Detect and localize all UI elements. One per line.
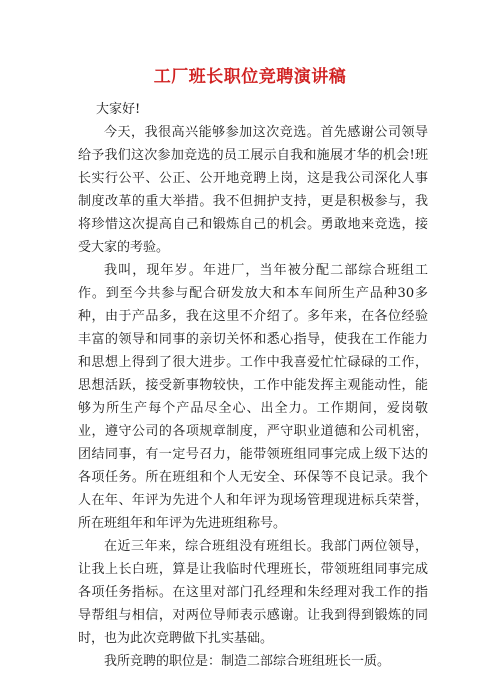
document-body — [78, 98, 428, 673]
document-title: 工厂班长职位竞聘演讲稿 — [153, 67, 347, 87]
greeting: 大家好! — [96, 102, 141, 117]
paragraph-4: 我所竞聘的职位是：制造二部综合班组班长一质。 — [104, 654, 391, 669]
paragraph-2: 我叫，现年岁。年进厂，当年被分配二部综合班组工作。到至今共参与配合研发放大和本车间所生产品种30多种，由于产品多，我在这里不介绍了。多年来，在各位经验丰富的领导和同事的亲切关怀和悉心指导，使我在工作能力和思想上得到了很大进步。工作中我喜爱忙忙碌碌的工作，思想活跃，接受新事物较快，工作中能发挥主观能动性，能够为所生产每个产品尽全心、出全力。工作期间，爱岗敬业，遵守公司的各项规章制度，严守职业道德和公司机密，团结同事，有一定号召力，能带领班组同事完成上级下达的各项任务。所在班组和个人无安全、环保等不良记录。我个人在年、年评为先进个人和年评为现场管理现进标兵荣誉，所在班组年和年评为先进班组称号。 — [78, 263, 428, 531]
paragraph-1: 今天，我很高兴能够参加这次竞选。首先感谢公司领导给予我们这次参加竞选的员工展示自我和施展才华的机会!班长实行公平、公正、公开地竞聘上岗，这是我公司深化人事制度改革的重大举措。我不但拥护支持，更是积极参与，我将珍惜这次提高自己和锻炼自己的机会。勇敢地来竞选，接受大家的考验。 — [78, 125, 428, 255]
paragraph-3: 在近三年来，综合班组没有班组长。我部门两位领导，让我上长白班，算是让我临时代理班长，带领班组同事完成各项任务指标。在这里对部门孔经理和朱经理对我工作的指导帮组与相信，对两位导师表示感谢。让我到得到锻炼的同时，也为此次竞聘做下扎实基础。 — [78, 539, 428, 646]
